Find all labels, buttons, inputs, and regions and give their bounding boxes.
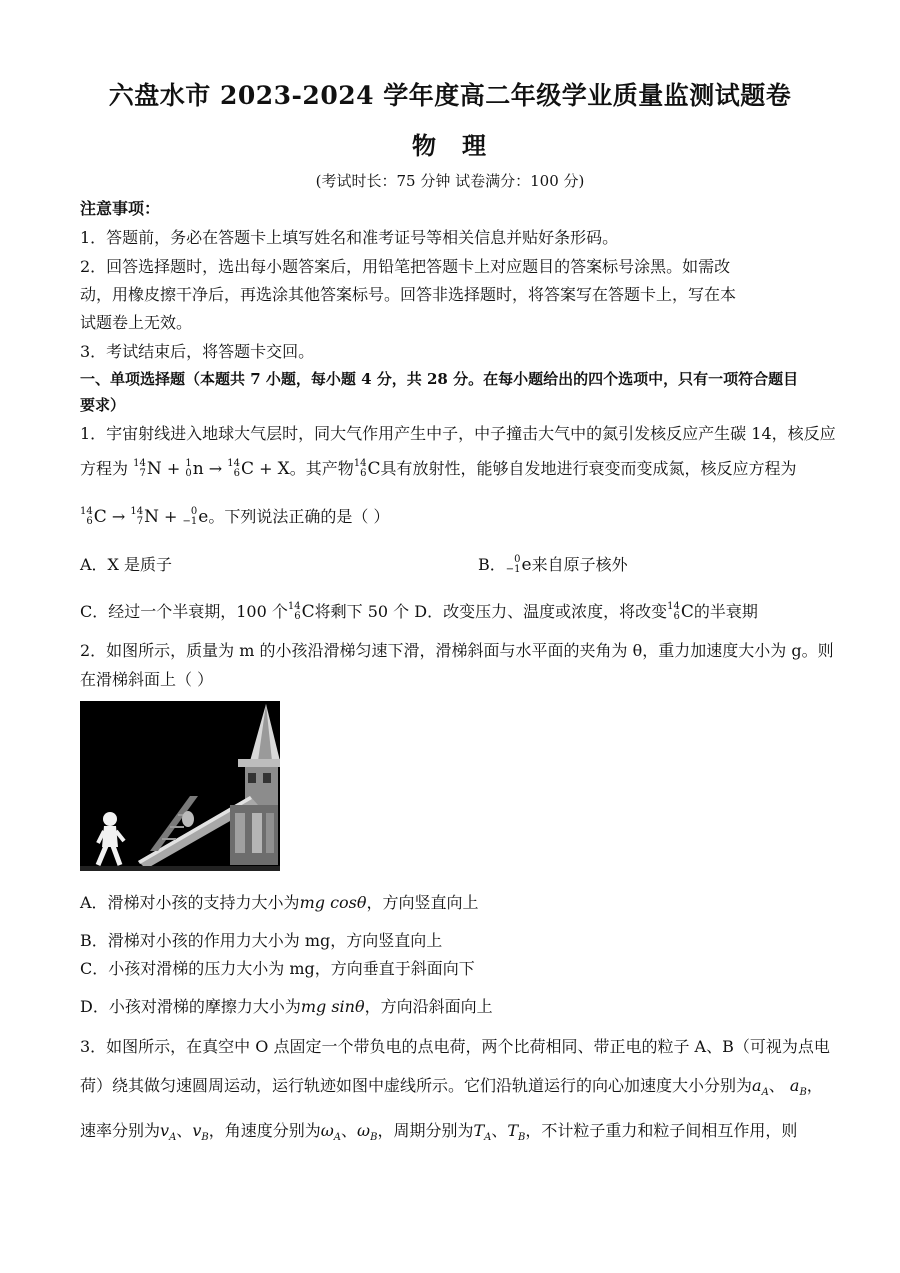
q2-option-a: A．滑梯对小孩的支持力大小为mg cosθ，方向竖直向上 (80, 893, 479, 912)
nuclide-neutron: 1 0 n (185, 457, 204, 479)
q3-line3: 速率分别为$v_A$、$v_B$，角速度分别为$\omega_A$、$\omega_B$，周期分别为$T_A$、$T_B$，不计粒子重力和粒子间相互作用，则 (80, 1121, 798, 1144)
note-item: 试题卷上无效。 (80, 313, 193, 332)
nuclide-C: 14 6 C (227, 457, 254, 479)
q1-option-d: D．改变压力、温度或浓度，将改变 14 6 C的半衰期 (414, 600, 758, 622)
q3-line1: 3．如图所示，在真空中 O 点固定一个带负电的点电荷，两个比荷相同、带正电的粒子 A、B（可视为点电 (80, 1037, 830, 1056)
exam-info: (考试时长：75 分钟 试卷满分：100 分) (315, 172, 585, 190)
q1-options-row1 (80, 554, 825, 576)
notes-heading: 注意事项： (80, 199, 161, 218)
section-heading: 一、单项选择题（本题共 7 小题，每小题 4 分，共 28 分。在每小题给出的四个选项中，只有一项符合题目 (80, 370, 799, 388)
page-title: 六盘水市 2023-2024 学年度高二年级学业质量监测试题卷 (108, 81, 792, 110)
q1-option-c: C．经过一个半衰期，100 个 14 6 C将剩下 50 个 (80, 600, 410, 622)
particle-X: X (277, 459, 290, 479)
electron: 0 −1 e (182, 505, 209, 527)
q2-option-b: B．滑梯对小孩的作用力大小为 mg，方向竖直向上 (80, 931, 443, 950)
q1-text: 方程为 (80, 459, 129, 478)
q1-option-b: B． 0 −1 e来自原子核外 (478, 553, 628, 575)
q2-option-d: D．小孩对滑梯的摩擦力大小为mg sinθ，方向沿斜面向上 (80, 997, 493, 1016)
nuclide-C: 14 6 C (80, 505, 107, 527)
note-item: 1．答题前，务必在答题卡上填写姓名和准考证号等相关信息并贴好条形码。 (80, 228, 619, 247)
q1-line1: 1．宇宙射线进入地球大气层时，同大气作用产生中子，中子撞击大气中的氮引发核反应产生碳 14，核反应 (80, 424, 836, 443)
q1-line3: 14 6 C → 14 7 N + 0 −1 e。下列说法正确的是（ ） (80, 505, 390, 527)
q1-text: 。下列说法正确的是（ ） (208, 507, 390, 526)
nuclide-N: 14 7 N (133, 457, 162, 479)
slide-figure (80, 701, 280, 871)
q1-text: 。其产物 (289, 459, 354, 478)
q1-line2: 方程为 14 7 N + 1 0 n → 14 6 C + X。其产物 14 6 C具有放射性，能够自发地进行衰变而变成氮，核反应方程为 (80, 457, 797, 479)
q3-line2: 荷）绕其做匀速圆周运动，运行轨迹如图中虚线所示。它们沿轨道运行的向心加速度大小分别为$a_A$、 $a_B$， (80, 1076, 823, 1099)
q2-line2: 在滑梯斜面上（ ） (80, 670, 214, 689)
note-item: 3．考试结束后，将答题卡交回。 (80, 342, 315, 361)
nuclide-C: 14 6 C (353, 457, 381, 479)
q1-options-row2 (80, 601, 825, 623)
subject-title: 物理 (412, 131, 512, 160)
q2-option-c: C．小孩对滑梯的压力大小为 mg，方向垂直于斜面向下 (80, 959, 475, 978)
q1-text: 具有放射性，能够自发地进行衰变而变成氮，核反应方程为 (380, 459, 797, 478)
note-item: 2．回答选择题时，选出每小题答案后，用铅笔把答题卡上对应题目的答案标号涂黑。如需改 (80, 257, 731, 276)
q2-line1: 2．如图所示，质量为 m 的小孩沿滑梯匀速下滑，滑梯斜面与水平面的夹角为 θ，重力加速度大小为 g。则 (80, 641, 834, 660)
nuclide-N: 14 7 N (130, 505, 159, 527)
note-item: 动，用橡皮擦干净后，再选涂其他答案标号。回答非选择题时，将答案写在答题卡上，写在本 (80, 285, 737, 304)
q1-option-a: A．X 是质子 (80, 555, 173, 574)
section-heading-cont: 要求） (80, 396, 126, 414)
